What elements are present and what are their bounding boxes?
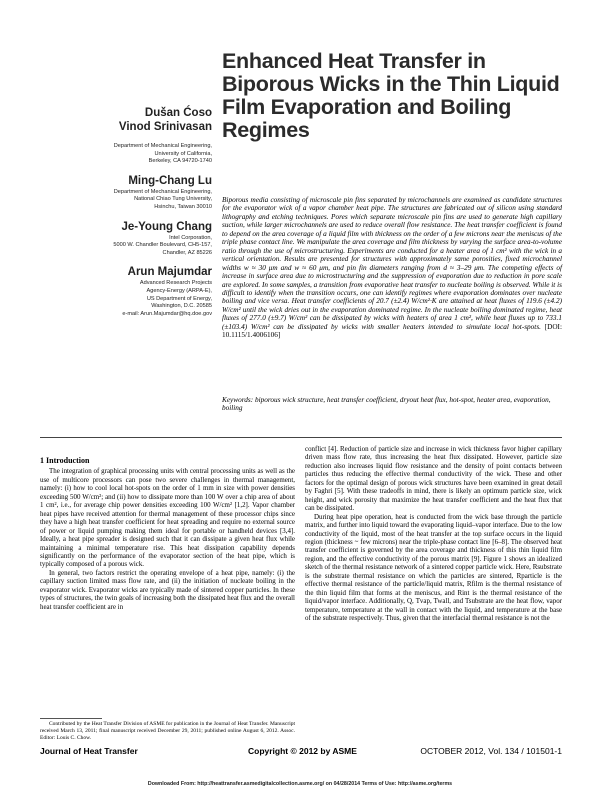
copyright-notice: Copyright © 2012 by ASME	[248, 746, 357, 756]
abstract	[222, 196, 562, 340]
author-block	[70, 107, 212, 318]
keywords: Keywords: biporous wick structure, heat transfer coefficient, dryout heat flux, hot-spot, heater area, evaporation, boiling	[222, 396, 551, 413]
author-affiliation: Hsinchu, Taiwan 30010	[154, 203, 212, 210]
author-name: Dušan Ćoso	[144, 107, 212, 119]
journal-name: Journal of Heat Transfer	[40, 746, 138, 756]
author-affiliation: Chandler, AZ 85226	[162, 249, 212, 256]
body-column-left	[40, 457, 295, 611]
author-affiliation: Advanced Research Projects	[139, 280, 212, 287]
issue-info: OCTOBER 2012, Vol. 134 / 101501-1	[420, 746, 562, 756]
author-affiliation: US Department of Energy,	[146, 295, 212, 302]
doi-link[interactable]: [DOI: 10.1115/1.4006106]	[222, 322, 562, 340]
author-email[interactable]: e-mail: Arun.Majumdar@hq.doe.gov	[122, 310, 212, 317]
body-paragraph: During heat pipe operation, heat is conducted from the wick base through the particle matrix, and further into liquid toward the evaporating liquid–vapor interface. Due to the low conductivity of the liquid, most of the heat transfer at the top surface occurs in the liquid region (thickness ~ few microns) near the triple-phase contact line [6–8]. The observed heat transfer coefficient is governed by the area coverage and thickness of this thin liquid film region, and the effective conductivity of the porous matrix [9]. Figure 1 shows an idealized sketch of the thermal resistance network of a sintered copper particle wick. Here, Rsubstrate is the substrate thermal resistance on which the particles are sintered, Rparticle is the effective thermal resistance of the particle/liquid matrix, Rfilm is the thermal resistance of the thin liquid film that forms at the meniscus, and Rint is the thermal resistance of the liquid/vapor interface. Additionally, Q, Tvap, Twall, and Tsubstrate are the heat flow, vapor temperature, temperature at the wall in contact with the liquid, and temperature at the base of the substrate respectively. Thus, given that the interfacial thermal resistance is not the	[305, 512, 562, 623]
author-affiliation: 5000 W. Chandler Boulevard, CH5-157,	[113, 242, 212, 249]
abstract-text: Biporous media consisting of microscale pin fins separated by microchannels are examined as candidate structures for the evaporator wick of a vapor chamber heat pipe. The structures are fabricated out of silicon using standard lithography and etching techniques. Pores which separate microscale pin fins are used to generate high capillary suction, while larger microchannels are used to reduce overall flow resistance. The heat transfer coefficient is found to depend on the area coverage of a liquid film with thickness on the order of a few microns near the meniscus of the triple phase contact line. We manipulate the area coverage and film thickness by varying the surface area-to-volume ratio through the use of microstructuring. Experiments are conducted for a heater area of 1 cm² with the wick in a vertical orientation. Results are presented for structures with approximately same porosities, fixed microchannel widths w ≈ 30 μm and w ≈ 60 μm, and pin fin diameters ranging from d ≈ 3–29 μm. The competing effects of increase in surface area due to microstructuring and the suppression of evaporation due to reduction in pore scale are explored. In some samples, a transition from evaporative heat transfer to nucleate boiling is observed. While it is difficult to identify when the transition occurs, one can identify regimes where evaporation dominates over nucleate boiling and vice versa. Heat transfer coefficients of 20.7 (±2.4) W/cm²·K are attained at heat fluxes of 119.6 (±4.2) W/cm² until the wick dries out in the evaporation dominated regime. In the nucleate boiling dominated regime, heat fluxes of 277.0 (±9.7) W/cm² can be dissipated by wicks with heaters of area 1 cm², while heat fluxes up to 733.1 (±103.4) W/cm² can be dissipated by wicks with smaller heaters intended to simulate local hot-spots.	[222, 196, 562, 331]
section-divider	[40, 437, 562, 438]
author-name: Arun Majumdar	[127, 266, 212, 279]
paper-title: Enhanced Heat Transfer in Biporous Wicks in the Thin Liquid Film Evaporation and Boiling Regimes	[222, 49, 560, 142]
author-name: Vinod Srinivasan	[118, 121, 212, 133]
author-name: Je-Young Chang	[121, 220, 212, 233]
author-affiliation: University of California,	[154, 150, 212, 157]
footnote	[40, 721, 295, 741]
section-heading: 1 Introduction	[40, 456, 90, 465]
footnote-text: Contributed by the Heat Transfer Division of ASME for publication in the Journal of Heat Transfer. Manuscript received March 13, 2011; final manuscript received December 29, 2011; published online August 6, 2012. Assoc. Editor: Louis C. Chow.	[40, 721, 295, 741]
author-affiliation: Intel Corporation,	[169, 234, 212, 241]
body-paragraph: The integration of graphical processing units with central processing units as well as the use of multicore processors can pose two severe challenges in thermal management, namely: (i) how to cool local hot-spots on the order of 1 mm in size with power densities exceeding 500 W/cm²; and (ii) how to dissipate more than 100 W over a chip area of about 1 cm², i.e., for average chip power densities exceeding 100 W/cm² [1,2]. Vapor chamber heat pipes have received attention for thermal management of these processor chips since they have a high heat transfer coefficient for heat spreading and require no external source of power or liquid pumping making them ideal for portable or handheld devices [3,4]. Ideally, a heat pipe spreader is designed such that it can dissipate a given heat flux while maintaining a minimal temperature rise. This heat dissipation capability depends significantly on the performance of the evaporator section of the heat pipe, which is typically composed of a porous wick.	[40, 467, 295, 569]
body-paragraph: conflict [4]. Reduction of particle size and increase in wick thickness favor higher capillary driven mass flow rate, thus increasing the heat flux dissipated. However, particle size reduction also increases liquid flow resistance and the density of point contacts between particles thus reducing the effective thermal conductivity of the wick. These and other factors for the optimal design of porous wick structures have been examined in great detail by Faghri [5]. With these tradeoffs in mind, there is likely an optimum particle size, wick height, and wick porosity that maximize the heat transfer coefficient and the heat flux that can be dissipated.	[305, 445, 562, 513]
download-notice[interactable]: Downloaded From: http://heattransfer.asmedigitalcollection.asme.org/ on 04/28/2014 Terms of Use: http://asme.org/terms	[147, 781, 453, 787]
author-affiliation: Department of Mechanical Engineering,	[113, 188, 212, 195]
author-affiliation: Berkeley, CA 94720-1740	[148, 158, 212, 165]
body-paragraph: In general, two factors restrict the operating envelope of a heat pipe, namely: (i) the capillary suction limited mass flow rate, and (ii) the initiation of nucleate boiling in the evaporator wick. Evaporator wicks are typically made of sintered copper particles. In these types of structures, the twin goals of increasing both the dissipated heat flux and the overall heat transfer coefficient are in	[40, 568, 295, 611]
author-name: Ming-Chang Lu	[128, 174, 212, 187]
author-affiliation: Department of Mechanical Engineering,	[113, 143, 212, 149]
author-affiliation: National Chiao Tung University,	[134, 196, 212, 203]
footnote-divider	[40, 718, 102, 719]
author-affiliation: Washington, D.C. 20585	[151, 303, 212, 310]
body-column-right	[305, 445, 562, 623]
author-affiliation: Agency-Energy (ARPA-E),	[146, 287, 212, 294]
